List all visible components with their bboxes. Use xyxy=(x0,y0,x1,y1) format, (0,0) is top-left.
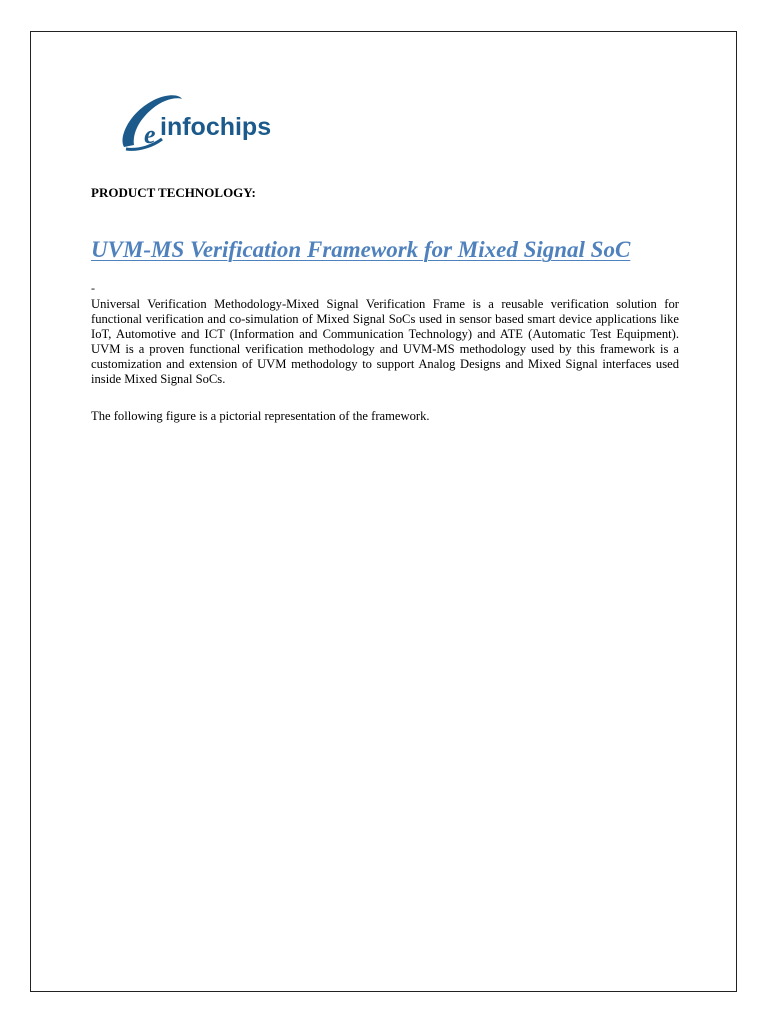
document-page xyxy=(30,31,737,992)
svg-text:e: e xyxy=(144,120,156,149)
intro-paragraph: Universal Verification Methodology-Mixed Signal Verification Frame is a reusable verification solution for functional verification and co-simulation of Mixed Signal SoCs used in sensor based smart device applications like IoT, Automotive and ICT (Information and Communication Technology) and ATE (Automatic Test Equipment). UVM is a proven functional verification methodology and UVM-MS methodology used by this framework is a customization and extension of UVM methodology to support Analog Designs and Mixed Signal interfaces used inside Mixed Signal SoCs. xyxy=(91,297,679,386)
logo-graphic xyxy=(116,89,286,155)
figure-intro-paragraph: The following figure is a pictorial representation of the framework. xyxy=(91,409,430,423)
einfochips-logo xyxy=(116,89,286,155)
document-title: UVM-MS Verification Framework for Mixed Signal SoC xyxy=(91,237,631,262)
section-label: PRODUCT TECHNOLOGY: xyxy=(91,185,256,200)
separator-dash: - xyxy=(91,281,95,295)
logo-text: infochips xyxy=(160,113,272,141)
